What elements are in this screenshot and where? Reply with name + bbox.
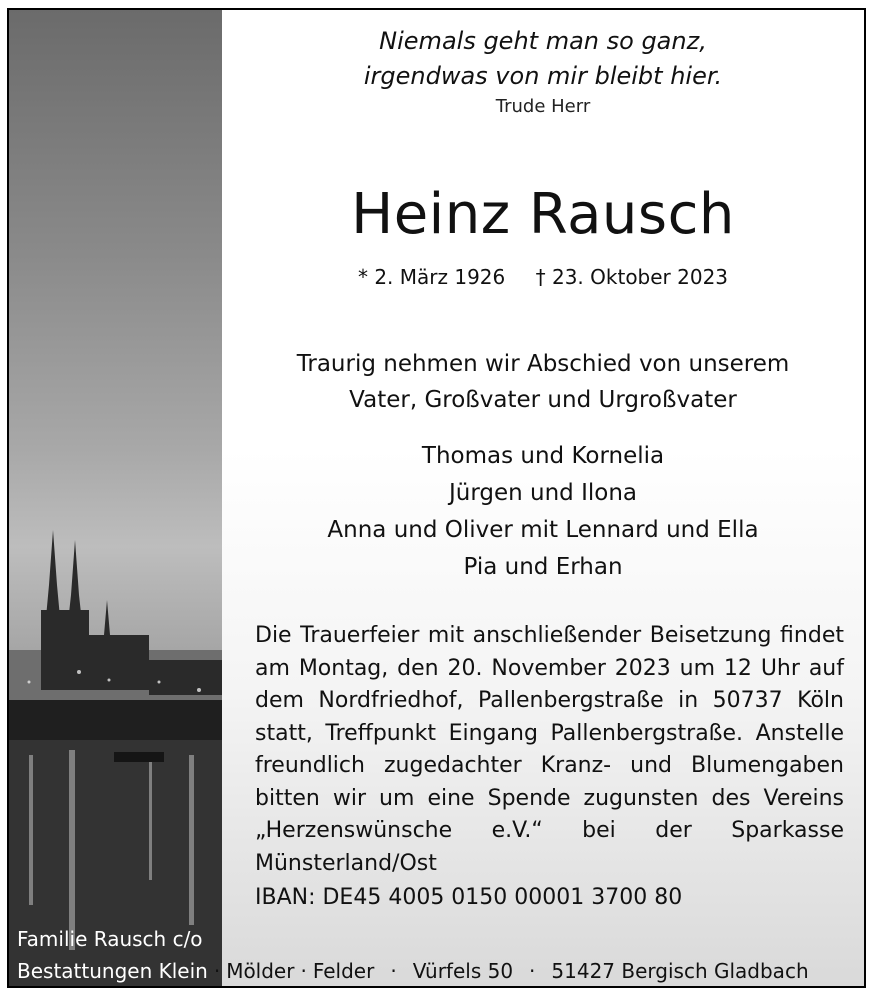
mourning-message: [222, 346, 864, 418]
mourning-line-1: Traurig nehmen wir Abschied von unserem: [296, 351, 790, 377]
quote-line-1: Niemals geht man so ganz,: [379, 27, 707, 55]
family-member: Jürgen und Ilona: [448, 480, 638, 506]
separator: ·: [529, 959, 536, 983]
separator: ·: [213, 959, 221, 983]
obituary-notice: [7, 8, 866, 988]
ceremony-text: Die Trauerfeier mit anschließender Beisetzung findet am Montag, den 20. November 2023 um 12 Uhr auf dem Nordfriedhof, Pallenbergstraße in 50737 Köln statt, Treffpunkt Eingang Pallenbergstraße. Anstelle freundlich zugedachter Kranz- und Blumengaben bitten wir um eine Spende zugunsten des Vereins „Herzenswünsche e.V.“ bei der Sparkasse Münsterland/Ost: [255, 623, 844, 876]
mourning-line-2: Vater, Großvater und Urgroßvater: [349, 387, 737, 413]
family-member: Pia und Erhan: [463, 554, 623, 580]
separator: ·: [300, 959, 307, 983]
funeral-home-name-2: Mölder: [226, 959, 295, 983]
quote-author: Trude Herr: [495, 96, 591, 117]
quote-line-2: irgendwas von mir bleibt hier.: [363, 62, 723, 90]
deceased-name: Heinz Rausch: [351, 182, 735, 247]
family-member: Anna und Oliver mit Lennard und Ella: [327, 517, 759, 543]
iban: IBAN: DE45 4005 0150 00001 3700 80: [255, 885, 683, 910]
birth-date: * 2. März 1926: [357, 265, 506, 289]
separator: ·: [390, 959, 397, 983]
cologne-cathedral-photo: [9, 10, 222, 986]
notice-content: [222, 10, 864, 986]
funeral-home-city: 51427 Bergisch Gladbach: [551, 959, 809, 983]
death-date: † 23. Oktober 2023: [535, 265, 729, 289]
family-list: [222, 438, 864, 586]
life-dates: [222, 265, 864, 289]
funeral-home-name-3: Felder: [312, 959, 375, 983]
footer-funeral-home: [17, 959, 809, 983]
funeral-home-street: Vürfels 50: [412, 959, 514, 983]
cathedral-skyline-icon: [9, 10, 222, 986]
footer-family: Familie Rausch c/o: [17, 927, 203, 951]
family-member: Thomas und Kornelia: [421, 443, 665, 469]
quote: [222, 24, 864, 94]
funeral-home-name: Bestattungen Klein: [17, 959, 208, 983]
